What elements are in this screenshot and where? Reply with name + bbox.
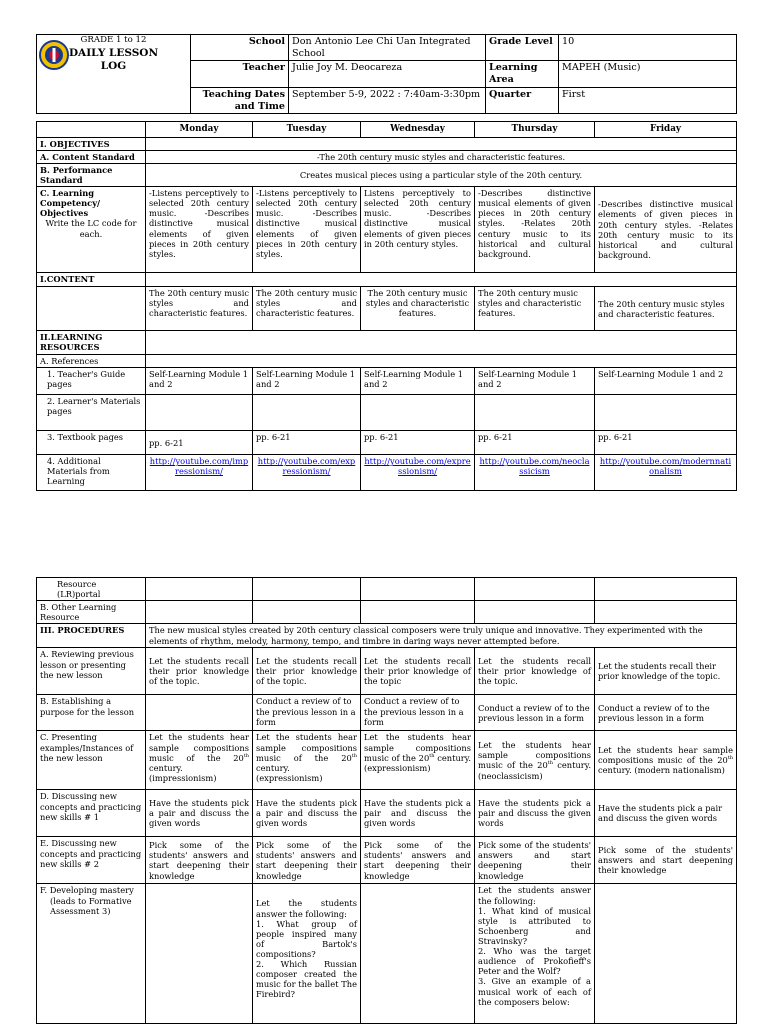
- teachers-guide-label: 1. Teacher's Guide pages: [37, 368, 146, 395]
- reviewing-tuesday: Let the students recall their prior knowledge of the topic.: [253, 648, 361, 695]
- discussing1-monday: Have the students pick a pair and discuss the given words: [146, 790, 253, 837]
- discussing2-wednesday: Pick some of the students' answers and start deepening their knowledge: [361, 837, 475, 884]
- header-title-cell: [37, 35, 191, 114]
- other-resources-thursday: [475, 601, 595, 624]
- objectives-label: I. OBJECTIVES: [37, 137, 146, 150]
- other-resources-monday: [146, 601, 253, 624]
- lesson-table-page-1: [36, 121, 737, 491]
- purpose-wednesday: Conduct a review of to the previous lesson in a form: [361, 695, 475, 731]
- competency-tuesday: -Listens perceptively to selected 20th century music. -Describes distinctive musical elements of given pieces in 20th century styles.: [253, 187, 361, 273]
- link-cell-monday: [146, 455, 253, 491]
- presenting-thursday-post: century. (neoclassicism): [478, 760, 591, 781]
- mastery-thursday: [475, 884, 595, 1024]
- presenting-thursday-pre: Let the students hear sample compositions music of the 20: [478, 740, 591, 771]
- reviewing-label: A. Reviewing previous lesson or presenting the new lesson: [37, 648, 146, 695]
- purpose-monday: [146, 695, 253, 731]
- mastery-friday: [595, 884, 737, 1024]
- content-tuesday: The 20th century music styles and characteristic features.: [253, 287, 361, 331]
- performance-standard-label: B. Performance Standard: [37, 163, 146, 186]
- mastery-tuesday-intro: Let the students answer the following:: [256, 898, 357, 919]
- textbook-friday: pp. 6-21: [595, 431, 737, 455]
- mastery-thursday-q2: 2. Who was the target audience of Prokofieff's Peter and the Wolf?: [478, 946, 591, 977]
- learners-materials-wednesday: [361, 395, 475, 431]
- link-neoclassicism[interactable]: http://youtube.com/neoclassicism: [479, 456, 590, 477]
- day-header-tuesday: Tuesday: [253, 122, 361, 138]
- textbook-thursday: pp. 6-21: [475, 431, 595, 455]
- mastery-wednesday: [361, 884, 475, 1024]
- title-line-1: DAILY LESSON: [68, 47, 159, 60]
- link-cell-wednesday: [361, 455, 475, 491]
- day-header-thursday: Thursday: [475, 122, 595, 138]
- presenting-label: C. Presenting examples/Instances of the new lesson: [37, 731, 146, 790]
- mastery-monday: [146, 884, 253, 1024]
- presenting-monday-pre: Let the students hear sample compositions music of the 20: [149, 732, 249, 763]
- link-expressionism-tuesday[interactable]: http://youtube.com/expressionism/: [257, 456, 356, 477]
- presenting-friday: [595, 731, 737, 790]
- teacher-value: Julie Joy M. Deocareza: [289, 61, 486, 87]
- lr-portal-label: Resource (LR)portal: [37, 578, 146, 601]
- learners-materials-thursday: [475, 395, 595, 431]
- presenting-monday-post: century. (impressionism): [149, 762, 217, 783]
- grade-range: GRADE 1 to 12: [80, 35, 147, 45]
- teachers-guide-thursday: Self-Learning Module 1 and 2: [475, 368, 595, 395]
- learning-resources-label: II.LEARNING RESOURCES: [37, 331, 146, 355]
- lr-portal-monday: [146, 578, 253, 601]
- content-empty-strip: [146, 273, 737, 287]
- competency-thursday: -Describes distinctive musical elements of given pieces in 20th century styles. -Relates 20th century music to its historical and cultural background.: [475, 187, 595, 273]
- discussing1-label: D. Discussing new concepts and practicing new skills # 1: [37, 790, 146, 837]
- competency-wednesday: Listens perceptively to selected 20th century music. -Describes distinctive musical elements of given pieces in 20th century styles.: [361, 187, 475, 273]
- presenting-wednesday-sup: th: [429, 752, 435, 759]
- dates-label: Teaching Dates and Time: [191, 87, 289, 113]
- references-label: A. References: [37, 355, 146, 368]
- content-wednesday: The 20th century music styles and characteristic features.: [361, 287, 475, 331]
- reviewing-thursday: Let the students recall their prior knowledge of the topic.: [475, 648, 595, 695]
- purpose-friday: Conduct a review of to the previous lesson in a form: [595, 695, 737, 731]
- grade-level-value: 10: [559, 35, 737, 61]
- textbook-tuesday: pp. 6-21: [253, 431, 361, 455]
- mastery-tuesday-q1: 1. What group of people inspired many of Bartok's compositions?: [256, 918, 357, 959]
- objectives-empty: [146, 137, 737, 150]
- presenting-tuesday-sup: th: [351, 752, 357, 759]
- lesson-table-page-2: [36, 577, 737, 1024]
- discussing1-thursday: Have the students pick a pair and discuss the given words: [475, 790, 595, 837]
- discussing1-friday: Have the students pick a pair and discuss the given words: [595, 790, 737, 837]
- content-label: I.CONTENT: [37, 273, 146, 287]
- link-cell-thursday: [475, 455, 595, 491]
- other-resources-friday: [595, 601, 737, 624]
- presenting-wednesday-pre: Let the students hear sample compositions music of the 20: [364, 732, 471, 763]
- discussing2-tuesday: Pick some of the students' answers and start deepening their knowledge: [253, 837, 361, 884]
- competency-label-cell: [37, 187, 146, 273]
- discussing1-wednesday: Have the students pick a pair and discuss the given words: [361, 790, 475, 837]
- mastery-thursday-q3: 3. Give an example of a musical work of each of the composers below:: [478, 976, 591, 1007]
- lr-portal-friday: [595, 578, 737, 601]
- discussing1-tuesday: Have the students pick a pair and discuss the given words: [253, 790, 361, 837]
- grade-level-label: Grade Level: [486, 35, 559, 61]
- presenting-friday-post: century. (modern nationalism): [598, 765, 725, 776]
- lr-portal-thursday: [475, 578, 595, 601]
- mastery-label: F. Developing mastery: [40, 885, 134, 896]
- mastery-label-cell: [37, 884, 146, 1024]
- additional-materials-label: 4. Additional Materials from Learning: [37, 455, 146, 491]
- learners-materials-label: 2. Learner's Materials pages: [37, 395, 146, 431]
- competency-monday: -Listens perceptively to selected 20th century music. -Describes distinctive musical elements of given pieces in 20th century styles.: [146, 187, 253, 273]
- mastery-tuesday: [253, 884, 361, 1024]
- title-line-2: LOG: [100, 60, 127, 73]
- day-header-friday: Friday: [595, 122, 737, 138]
- discussing2-monday: Pick some of the students' answers and start deepening their knowledge: [146, 837, 253, 884]
- learners-materials-friday: [595, 395, 737, 431]
- presenting-tuesday: [253, 731, 361, 790]
- quarter-label: Quarter: [486, 87, 559, 113]
- learning-area-label: Learning Area: [486, 61, 559, 87]
- presenting-tuesday-pre: Let the students hear sample compositions music of the 20: [256, 732, 357, 763]
- presenting-friday-pre: Let the students hear sample compositions music of the 20: [598, 745, 733, 766]
- reviewing-monday: Let the students recall their prior knowledge of the topic.: [146, 648, 253, 695]
- lr-portal-tuesday: [253, 578, 361, 601]
- competency-note: Write the LC code for each.: [45, 218, 137, 239]
- mastery-thursday-q1: 1. What kind of musical style is attributed to Schoenberg and Stravinsky?: [478, 905, 591, 946]
- link-cell-tuesday: [253, 455, 361, 491]
- other-resources-wednesday: [361, 601, 475, 624]
- purpose-tuesday: Conduct a review of to the previous lesson in a form: [253, 695, 361, 731]
- mastery-tuesday-q2: 2. Which Russian composer created the music for the ballet The Firebird?: [256, 959, 357, 1000]
- presenting-thursday: [475, 731, 595, 790]
- discussing2-thursday: Pick some of the students' answers and start deepening their knowledge: [475, 837, 595, 884]
- teachers-guide-tuesday: Self-Learning Module 1 and 2: [253, 368, 361, 395]
- content-standard-value: -The 20th century music styles and characteristic features.: [146, 150, 737, 163]
- reviewing-wednesday: Let the students recall their prior knowledge of the topic: [361, 648, 475, 695]
- competency-friday: -Describes distinctive musical elements of given pieces in 20th century styles. -Relates 20th century music to its historical and cultural background.: [595, 187, 737, 273]
- textbook-wednesday: pp. 6-21: [361, 431, 475, 455]
- teachers-guide-friday: Self-Learning Module 1 and 2: [595, 368, 737, 395]
- mastery-note: (leads to Formative Assessment 3): [50, 895, 132, 916]
- content-standard-label: A. Content Standard: [37, 150, 146, 163]
- procedures-label: III. PROCEDURES: [37, 624, 146, 648]
- presenting-thursday-sup: th: [547, 760, 553, 767]
- school-label: School: [191, 35, 289, 61]
- purpose-thursday: Conduct a review of to the previous lesson in a form: [475, 695, 595, 731]
- reviewing-friday: Let the students recall their prior knowledge of the topic.: [595, 648, 737, 695]
- corner-cell: [37, 122, 146, 138]
- link-impressionism[interactable]: http://youtube.com/impressionism/: [149, 456, 249, 477]
- presenting-monday-sup: th: [243, 752, 249, 759]
- discussing2-label: E. Discussing new concepts and practicing new skills # 2: [37, 837, 146, 884]
- school-value: Don Antonio Lee Chi Uan Integrated School: [289, 35, 486, 61]
- other-resources-label: B. Other Learning Resource: [37, 601, 146, 624]
- link-modernnationalism[interactable]: http://youtube.com/modernnationalism: [599, 456, 732, 477]
- header-table: [36, 34, 737, 114]
- mastery-thursday-intro: Let the students answer the following:: [478, 885, 591, 906]
- dates-value: September 5-9, 2022 : 7:40am-3:30pm: [289, 87, 486, 113]
- link-expressionism-wednesday[interactable]: http://youtube.com/expressionism/: [364, 456, 471, 477]
- teachers-guide-monday: Self-Learning Module 1 and 2: [146, 368, 253, 395]
- textbook-monday: pp. 6-21: [146, 431, 253, 455]
- day-header-monday: Monday: [146, 122, 253, 138]
- content-friday: The 20th century music styles and characteristic features.: [595, 287, 737, 331]
- discussing2-friday: Pick some of the students' answers and start deepening their knowledge: [595, 837, 737, 884]
- day-header-wednesday: Wednesday: [361, 122, 475, 138]
- other-resources-tuesday: [253, 601, 361, 624]
- content-label-spacer: [37, 287, 146, 331]
- presenting-wednesday: [361, 731, 475, 790]
- presenting-tuesday-post: century. (expressionism): [256, 762, 323, 783]
- content-thursday: The 20th century music styles and characteristic features.: [475, 287, 595, 331]
- procedures-value: The new musical styles created by 20th century classical composers were truly unique and innovative. They experimented with the elements of rhythm, melody, harmony, tempo, and timbre in daring ways never attempted before.: [146, 624, 737, 648]
- lr-portal-wednesday: [361, 578, 475, 601]
- presenting-wednesday-post: century. (expressionism): [364, 752, 471, 773]
- presenting-monday: [146, 731, 253, 790]
- purpose-label: B. Establishing a purpose for the lesson: [37, 695, 146, 731]
- competency-label: C. Learning Competency/ Objectives: [40, 188, 101, 219]
- learners-materials-monday: [146, 395, 253, 431]
- learners-materials-tuesday: [253, 395, 361, 431]
- textbook-label: 3. Textbook pages: [37, 431, 146, 455]
- teachers-guide-wednesday: Self-Learning Module 1 and 2: [361, 368, 475, 395]
- teacher-label: Teacher: [191, 61, 289, 87]
- presenting-friday-sup: th: [727, 755, 733, 762]
- content-monday: The 20th century music styles and characteristic features.: [146, 287, 253, 331]
- quarter-value: First: [559, 87, 737, 113]
- references-empty: [146, 355, 737, 368]
- performance-standard-value: Creates musical pieces using a particular style of the 20th century.: [146, 163, 737, 186]
- learning-area-value: MAPEH (Music): [559, 61, 737, 87]
- learning-resources-empty: [146, 331, 737, 355]
- link-cell-friday: [595, 455, 737, 491]
